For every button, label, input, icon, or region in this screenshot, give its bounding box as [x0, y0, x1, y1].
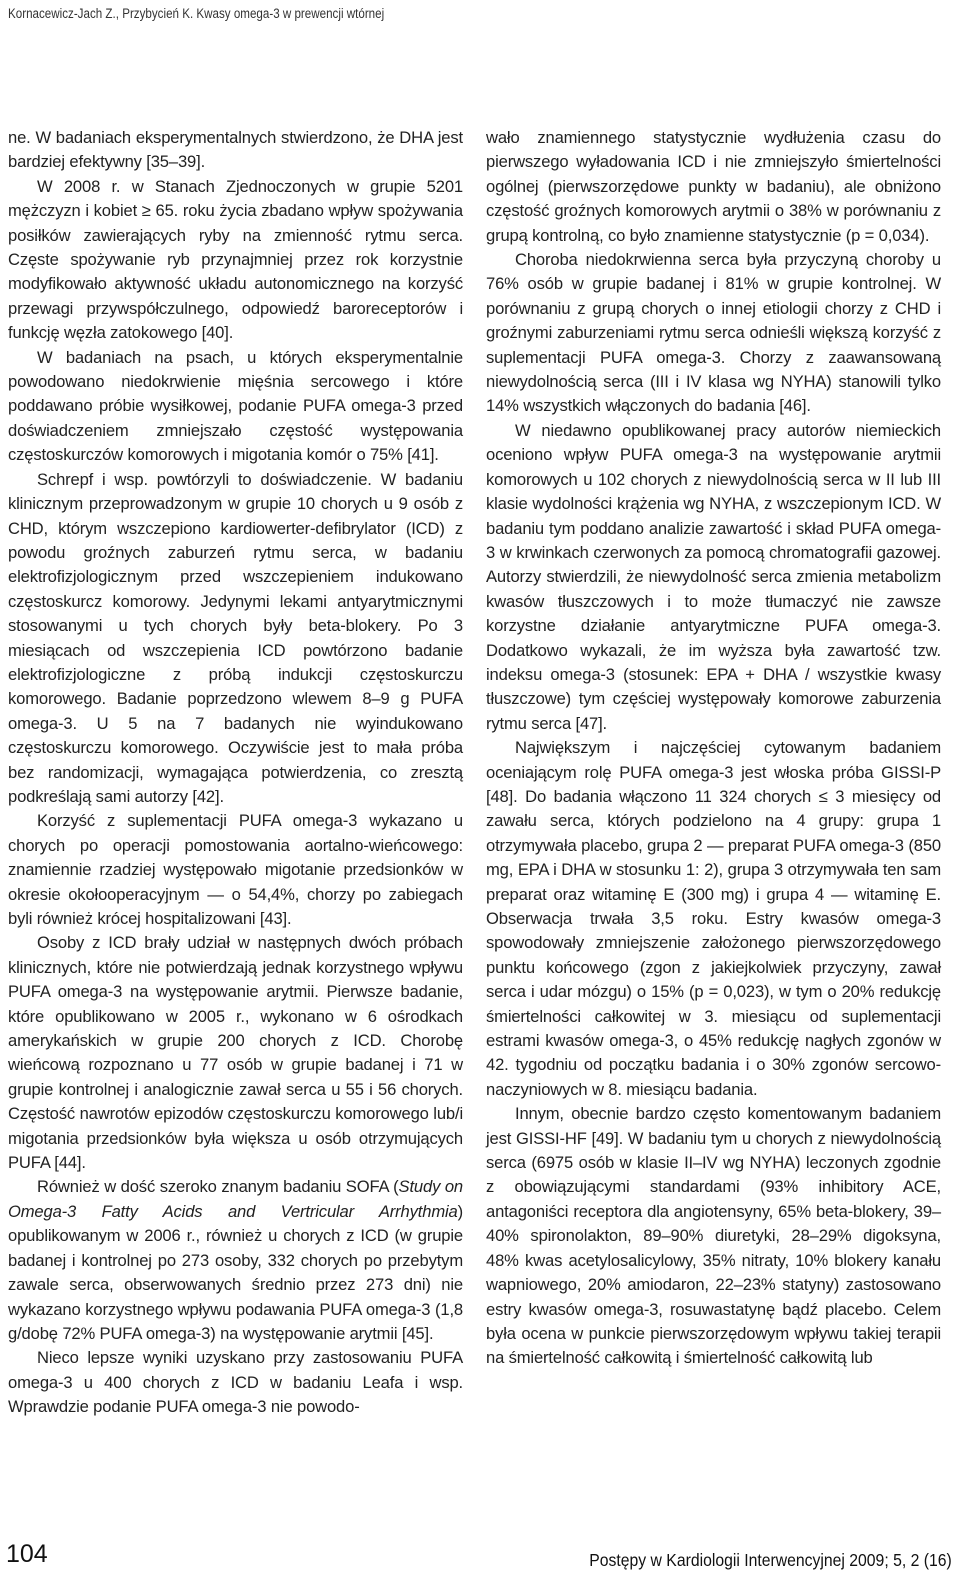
paragraph: Osoby z ICD brały udział w następnych dwóch próbach klinicznych, które nie potwierdzają jednak korzystnego wpływu PUFA omega-3 na występowanie arytmii. Pierwsze badanie, które opublikowano w 2005 r., wykonano w 6 ośrodkach amerykańskich w grupie 200 chorych z ICD. Chorobę wieńcową rozpoznano u 77 osób w grupie badanej i 71 w grupie kontrolnej i analogicznie zawał serca u 55 i 56 chorych. Częstość nawrotów epizodów częstoskurczu komorowego lub/i migotania przedsionków była większa u osób otrzymujących PUFA [44].	[8, 933, 463, 1173]
paragraph: wało znamiennego statystycznie wydłużenia czasu do pierwszego wyładowania ICD i nie zmniejszyło śmiertelności ogólnej (pierwszorzędowe punkty w badaniu), ale obniżono częstość groźnych komorowych arytmii o 38% w porównaniu z grupą kontrolną, co było znamienne statystycznie (p = 0,034).	[486, 128, 941, 245]
paragraph: W badaniach na psach, u których eksperymentalnie powodowano niedokrwienie mięśnia sercowego i które poddawano próbie wysiłkowej, podanie PUFA omega-3 przed doświadczeniem zmniejszało częstość występowania częstoskurczów komorowych i migotania komór o 75% [41].	[8, 347, 463, 465]
page-number: 104	[6, 1540, 48, 1568]
left-column	[8, 126, 463, 1420]
paragraph-sofa	[8, 1175, 463, 1346]
paragraph: Innym, obecnie bardzo często komentowanym badaniem jest GISSI-HF [49]. W badaniu tym u chorych z niewydolnością serca (6975 osób w klasie II–IV wg NYHA) leczonych zgodnie z obowiązującymi standardami (93% inhibitory ACE, antagoniści receptora dla angiotensyny, 65% beta-blokery, 39–40% spironolakton, 89–90% diuretyki, 28–29% digoksyna, 48% kwas acetylosalicylowy, 35% nitraty, 10% blokery kanału wapniowego, 20% amiodaron, 22–23% statyny) zastosowano estry kwasów omega-3, rosuwastatynę bądź placebo. Celem była ocena w punkcie pierwszorzędowym wpływu takiej terapii na śmiertelność całkowitą i śmiertelność całkowitą lub	[486, 1104, 941, 1368]
paragraph: ne. W badaniach eksperymentalnych stwierdzono, że DHA jest bardziej efektywny [35–39].	[8, 128, 463, 172]
right-column	[486, 126, 941, 1371]
paragraph: Największym i najczęściej cytowanym badaniem oceniającym rolę PUFA omega-3 jest włoska próba GISSI-P [48]. Do badania włączono 11 324 chorych ≤ 3 miesięcy od zawału serca, których podzielono na 4 grupy: grupa 1 otrzymywała placebo, grupa 2 — preparat PUFA omega-3 (850 mg, EPA i DHA w stosunku 1: 2), grupa 3 otrzymywała ten sam preparat oraz witaminę E (300 mg) i grupa 4 — witaminę E. Obserwacja trwała 3,5 roku. Estry kwasów omega-3 spowodowały zmniejszenie założonego pierwszorzędowego punktu końcowego (zgon z jakiejkolwiek przyczyny, zawał serca i udar mózgu) o 15% (p = 0,023), w tym o 20% redukcję śmiertelności całkowitej w 3. miesiącu od suplementacji estrami kwasów omega-3, o 45% redukcję nagłych zgonów w 42. tygodniu od początku badania i o 30% zgonów sercowo-naczyniowych w 8. miesiącu badania.	[486, 738, 941, 1099]
paragraph: Schrepf i wsp. powtórzyli to doświadczenie. W badaniu klinicznym przeprowadzonym w grupie 10 chorych u 9 osób z CHD, którym wszczepiono kardiowerter-defibrylator (ICD) z powodu groźnych zaburzeń rytmu serca, w badaniu elektrofizjologicznym przed wszczepieniem indukowano częstoskurcz komorowy. Jedynymi lekami antyarytmicznymi stosowanymi u tych chorych były beta-blokery. Po 3 miesiącach od wszczepienia ICD powtórzono badanie elektrofizjologiczne z próbą indukcji częstoskurczu komorowego. Badanie poprzedzono wlewem 8–9 g PUFA omega-3. U 5 na 7 badanych nie wyindukowano częstoskurczu komorowego. Oczywiście jest to mała próba bez randomizacji, wymagająca potwierdzenia, co zresztą podkreślają sami autorzy [42].	[8, 469, 463, 806]
paragraph: Choroba niedokrwienna serca była przyczyną choroby u 76% osób w grupie badanej i 81% w grupie kontrolnej. W porównaniu z grupą chorych o innej etiologii chorzy z CHD i groźnymi zaburzeniami rytmu serca odnieśli większą korzyść z suplementacji PUFA omega-3. Chorzy z zaawansowaną niewydolnością serca (III i IV klasa wg NYHA) stanowili tylko 14% wszystkich włączonych do badania [46].	[486, 250, 941, 416]
sofa-study-title: Study on Omega-3 Fatty Acids and Vertricular Arrhythmia	[8, 1177, 463, 1221]
sofa-text-before: Również w dość szeroko znanym badaniu SOFA (	[37, 1177, 399, 1197]
paragraph: W niedawno opublikowanej pracy autorów niemieckich oceniono wpływ PUFA omega-3 na występowanie arytmii komorowych u 102 chorych z niewydolnością serca w II lub III klasie wydolności krążenia wg NYHA, z wszczepionym ICD. W badaniu tym poddano analizie zawartość i skład PUFA omega-3 w krwinkach czerwonych za pomocą chromatografii gazowej. Autorzy stwierdzili, że niewydolność serca zmienia metabolizm kwasów tłuszczowych i to może tłumaczyć nie zawsze korzystne działanie antyarytmiczne PUFA omega-3. Dodatkowo wykazali, że im wyższa była zawartość tzw. indeksu omega-3 (stosunek: EPA + DHA / wszystkie kwasy tłuszczowe) tym częściej występowały komorowe zaburzenia rytmu serca [47].	[486, 420, 941, 733]
sofa-text-after: ) opublikowanym w 2006 r., również u chorych z ICD (w grupie badanej i kontrolnej po 273 osoby, 332 chorych po przebytym zawale serca, obserwowanych średnio przez 273 dni) nie wykazano korzystnego wpływu podawania PUFA omega-3 (1,8 g/dobę 72% PUFA omega-3) na występowanie arytmii [45].	[8, 1201, 463, 1343]
paragraph: Korzyść z suplementacji PUFA omega-3 wykazano u chorych po operacji pomostowania aortalno-wieńcowego: znamiennie rzadziej występowało migotanie przedsionków w okresie okołooperacyjnym — o 54,4%, chorzy po zabiegach byli również krócej hospitalizowani [43].	[8, 811, 463, 928]
journal-citation: Postępy w Kardiologii Interwencyjnej 2009; 5, 2 (16)	[589, 1550, 952, 1570]
paragraph: W 2008 r. w Stanach Zjednoczonych w grupie 5201 mężczyzn i kobiet ≥ 65. roku życia zbadano wpływ spożywania posiłków zawierających ryby na zmienność rytmu serca. Częste spożywanie ryb przynajmniej przez rok korzystnie modyfikowało aktywność układu autonomicznego na korzyść przewagi przywspółczulnego, odpowiedź baroreceptorów i funkcję węzła zatokowego [40].	[8, 176, 463, 343]
paragraph: Nieco lepsze wyniki uzyskano przy zastosowaniu PUFA omega-3 u 400 chorych z ICD w badaniu Leafa i wsp. Wprawdzie podanie PUFA omega-3 nie powodo-	[8, 1348, 463, 1417]
running-head: Kornacewicz-Jach Z., Przybycień K. Kwasy omega-3 w prewencji wtórnej	[8, 6, 385, 21]
